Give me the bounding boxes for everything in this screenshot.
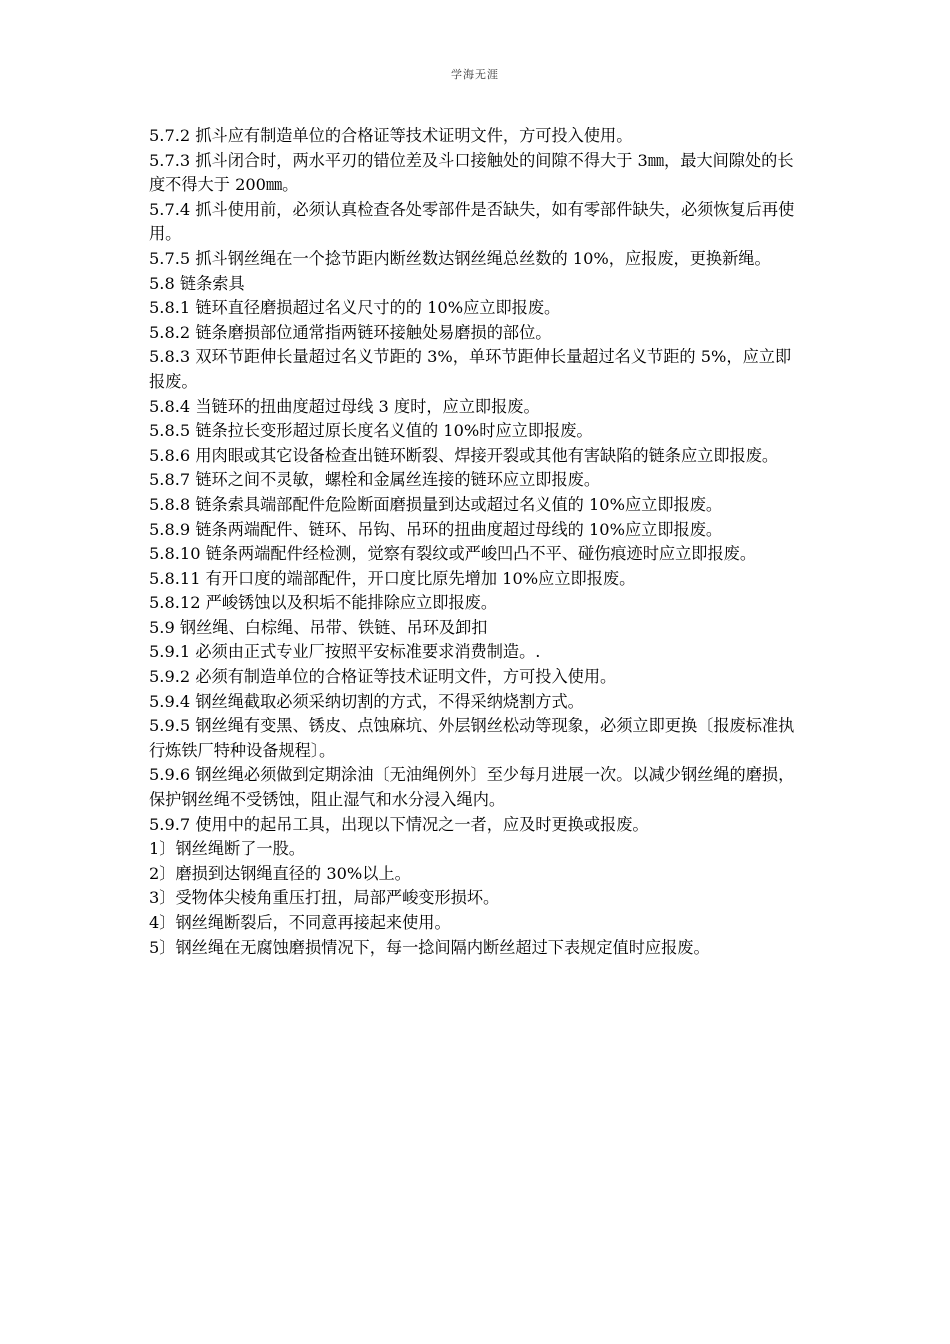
paragraph-5-8-2: 5.8.2 链条磨损部位通常指两链环接触处易磨损的部位。 [149,322,552,342]
paragraph-5-9-6: 5.9.6 钢丝绳必须做到定期涂油〔无油绳例外〕至少每月进展一次。以减少钢丝绳的磨损，保护钢丝绳不受锈蚀，阻止湿气和水分浸入绳内。 [149,765,795,810]
paragraph-5-8-8: 5.8.8 链条索具端部配件危险断面磨损量到达或超过名义值的 10%应立即报废。 [149,494,723,514]
paragraph-5-8-12: 5.8.12 严峻锈蚀以及积垢不能排除应立即报废。 [149,593,498,613]
paragraph-5-9-5: 5.9.5 钢丝绳有变黑、锈皮、点蚀麻坑、外层钢丝松动等现象，必须立即更换〔报废标准执行炼铁厂特种设备规程〕。 [149,716,795,760]
paragraph-5-8-5: 5.8.5 链条拉长变形超过原长度名义值的 10%时应立即报废。 [149,421,593,441]
paragraph-5-9-4: 5.9.4 钢丝绳截取必须采纳切割的方式，不得采纳烧割方式。 [149,691,584,711]
paragraph-5-9-1: 5.9.1 必须由正式专业厂按照平安标准要求消费制造。. [149,642,541,662]
paragraph-5-8-3: 5.8.3 双环节距伸长量超过名义节距的 3%，单环节距伸长量超过名义节距的 5%，应立即报废。 [149,347,792,391]
section-heading-5-9: 5.9 钢丝绳、白棕绳、吊带、铁链、吊环及卸扣 [149,617,488,637]
paragraph-5-8-9: 5.8.9 链条两端配件、链环、吊钩、吊环的扭曲度超过母线的 10%应立即报废。 [149,519,723,539]
paragraph-5-8-11: 5.8.11 有开口度的端部配件，开口度比原先增加 10%应立即报废。 [149,568,636,588]
page-header: 学海无涯 [451,68,499,81]
document-body [149,124,799,960]
paragraph-5-8-10: 5.8.10 链条两端配件经检测，觉察有裂纹或严峻凹凸不平、碰伤痕迹时应立即报废。 [149,544,757,564]
paragraph-5-8-6: 5.8.6 用肉眼或其它设备检查出链环断裂、焊接开裂或其他有害缺陷的链条应立即报废。 [149,445,779,465]
paragraph-5-7-5: 5.7.5 抓斗钢丝绳在一个捻节距内断丝数达钢丝绳总丝数的 10%，应报废，更换新绳。 [149,248,771,268]
list-item-1: 1〕钢丝绳断了一股。 [149,839,305,859]
paragraph-5-8-4: 5.8.4 当链环的扭曲度超过母线 3 度时，应立即报废。 [149,396,540,416]
list-item-5: 5〕钢丝绳在无腐蚀磨损情况下，每一捻间隔内断丝超过下表规定值时应报废。 [149,937,710,957]
paragraph-5-8-1: 5.8.1 链环直径磨损超过名义尺寸的的 10%应立即报废。 [149,298,561,318]
paragraph-5-9-2: 5.9.2 必须有制造单位的合格证等技术证明文件，方可投入使用。 [149,667,617,687]
paragraph-5-7-3: 5.7.3 抓斗闭合时，两水平刃的错位差及斗口接触处的间隙不得大于 3㎜，最大间隙处的长度不得大于 200㎜。 [149,150,794,195]
list-item-4: 4〕钢丝绳断裂后，不同意再接起来使用。 [149,913,451,932]
section-heading-5-8: 5.8 链条索具 [149,273,245,293]
paragraph-5-7-4: 5.7.4 抓斗使用前，必须认真检查各处零部件是否缺失，如有零部件缺失，必须恢复后再使用。 [149,199,795,244]
paragraph-5-9-7: 5.9.7 使用中的起吊工具，出现以下情况之一者，应及时更换或报废。 [149,814,649,834]
list-item-2: 2〕磨损到达钢绳直径的 30%以上。 [149,863,411,883]
list-item-3: 3〕受物体尖棱角重压打扭，局部严峻变形损坏。 [149,888,500,908]
paragraph-5-8-7: 5.8.7 链环之间不灵敏，螺栓和金属丝连接的链环应立即报废。 [149,470,601,490]
paragraph-5-7-2: 5.7.2 抓斗应有制造单位的合格证等技术证明文件，方可投入使用。 [149,126,633,145]
